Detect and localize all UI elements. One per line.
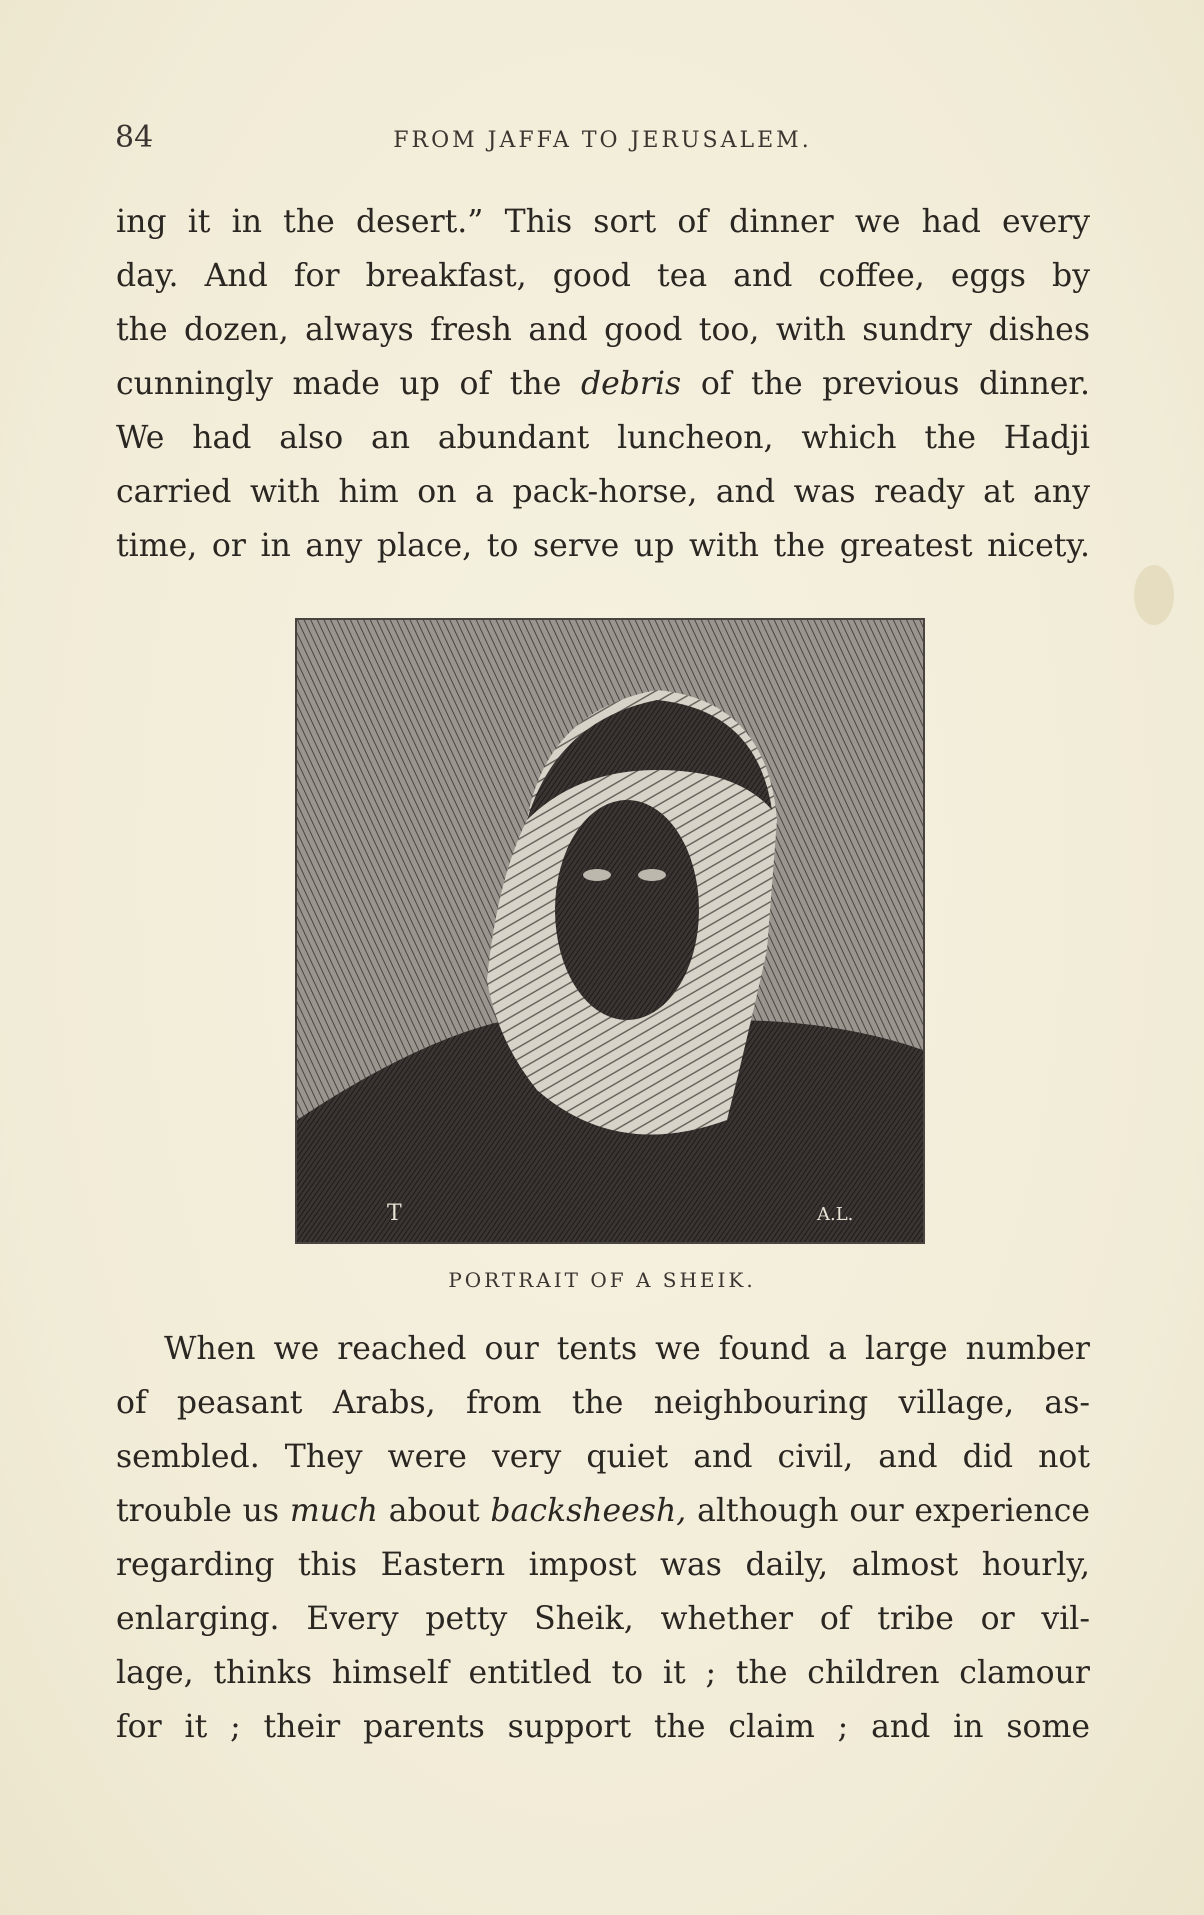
engraver-monogram-left: T: [387, 1201, 402, 1226]
italic-word: backsheesh,: [490, 1493, 687, 1529]
running-title: FROM JAFFA TO JERUSALEM.: [393, 128, 812, 153]
italic-word: much: [289, 1493, 378, 1529]
text-segment: trouble us: [116, 1493, 280, 1529]
sheik-portrait-illustration: [297, 620, 923, 1242]
text-line: enlarging. Every petty Sheik, whether of tribe or vil-: [116, 1601, 1090, 1637]
text-line: ing it in the desert.” This sort of dinner we had every: [116, 204, 1090, 240]
text-line: When we reached our tents we found a large number: [164, 1331, 1090, 1367]
italic-word: debris: [580, 366, 682, 402]
paragraph-1: [116, 195, 1090, 573]
text-line: time, or in any place, to serve up with the greatest nicety.: [116, 528, 1090, 564]
page-number: 84: [115, 120, 154, 155]
text-line: carried with him on a pack-horse, and was ready at any: [116, 474, 1090, 510]
text-line: lage, thinks himself entitled to it ; the children clamour: [116, 1655, 1090, 1691]
text-line: day. And for breakfast, good tea and coffee, eggs by: [116, 258, 1090, 294]
text-line: We had also an abundant luncheon, which the Hadji: [116, 420, 1090, 456]
page-header: [115, 120, 1090, 170]
text-segment: cunningly made up of the: [116, 366, 562, 402]
text-line: the dozen, always fresh and good too, with sundry dishes: [116, 312, 1090, 348]
figure-caption: PORTRAIT OF A SHEIK.: [448, 1268, 756, 1292]
paragraph-2: [116, 1322, 1090, 1754]
paper-stain: [1134, 565, 1174, 625]
portrait-engraving: [295, 618, 925, 1244]
text-segment: about: [388, 1493, 480, 1529]
text-segment: although our experience: [697, 1493, 1090, 1529]
text-line: [116, 357, 1090, 411]
text-line: for it ; their parents support the claim ; and in some: [116, 1709, 1090, 1745]
engraver-monogram-right: A.L.: [817, 1204, 854, 1225]
text-line: sembled. They were very quiet and civil, and did not: [116, 1439, 1090, 1475]
text-line: of peasant Arabs, from the neighbouring village, as-: [116, 1385, 1090, 1421]
text-line: regarding this Eastern impost was daily, almost hourly,: [116, 1547, 1090, 1583]
text-line: [116, 1484, 1090, 1538]
text-segment: of the previous dinner.: [700, 366, 1091, 402]
